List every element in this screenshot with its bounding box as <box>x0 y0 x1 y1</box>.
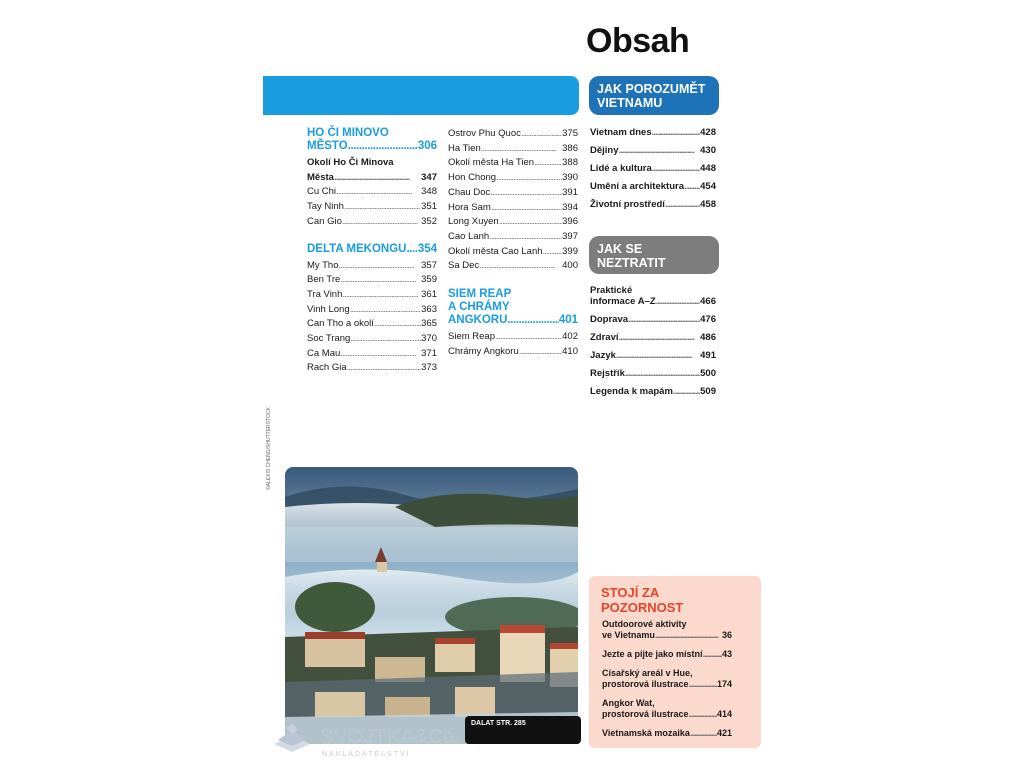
toc-item[interactable]: Rejstřík . . . 500 <box>590 365 716 383</box>
toc-item[interactable]: Can Gio . . . 352 <box>307 215 437 230</box>
blue-banner <box>263 76 579 115</box>
toc-right-neztratit <box>590 285 716 401</box>
toc-item[interactable]: Soc Trang . . . 370 <box>307 332 437 347</box>
toc-item[interactable]: Tra Vinh . . . 361 <box>307 288 437 303</box>
section-head-hcm[interactable]: HO ČI MINOVO MĚSTO . . . 306 <box>307 127 437 153</box>
toc-item[interactable]: Ha Tien . . . 386 <box>448 142 578 157</box>
page-title: Obsah <box>586 22 690 60</box>
toc-column-2 <box>448 127 578 359</box>
toc-item[interactable]: Zdraví . . . 486 <box>590 329 716 347</box>
toc-item-okoli[interactable]: Okolí Ho Či Minova Města . . . 347 <box>307 156 437 185</box>
toc-item[interactable]: Ben Tre . . . 359 <box>307 273 437 288</box>
toc-item-jezte[interactable]: Jezte a pijte jako místní . . . 43 <box>602 649 732 660</box>
toc-item[interactable]: Can Tho a okolí . . . 365 <box>307 317 437 332</box>
photo-credit: ©ALEXIS CHENG/SHUTTERSTOCK <box>266 407 272 490</box>
toc-item[interactable]: Chrámy Angkoru . . . 410 <box>448 345 578 360</box>
stoji-title: STOJÍ ZA POZORNOST <box>601 585 684 615</box>
watermark-sub: NAKLADATELSTVÍ <box>322 751 411 758</box>
toc-item[interactable]: Vinh Long . . . 363 <box>307 303 437 318</box>
toc-item[interactable]: Cu Chi . . . 348 <box>307 185 437 200</box>
toc-item[interactable]: Hora Sam . . . 394 <box>448 201 578 216</box>
dalat-photo <box>285 467 578 744</box>
toc-item-mozaika[interactable]: Vietnamská mozaika . . . 421 <box>602 728 732 739</box>
toc-item[interactable]: My Tho . . . 357 <box>307 259 437 274</box>
toc-item[interactable]: Chau Doc . . . 391 <box>448 186 578 201</box>
toc-item[interactable]: Ca Mau . . . 371 <box>307 347 437 362</box>
tag-jak-se-neztratit: JAK SE NEZTRATIT <box>589 236 719 274</box>
tag-jak-porozumet: JAK POROZUMĚT VIETNAMU <box>589 76 719 115</box>
toc-item[interactable]: Long Xuyen . . . 396 <box>448 215 578 230</box>
toc-item[interactable]: Ostrov Phu Quoc . . . 375 <box>448 127 578 142</box>
toc-item[interactable]: Legenda k mapám . . . 509 <box>590 383 716 401</box>
toc-item[interactable]: Dějiny . . . 430 <box>590 142 716 160</box>
toc-right-porozumet <box>590 124 716 214</box>
toc-item[interactable]: Doprava . . . 476 <box>590 311 716 329</box>
toc-item[interactable]: Okolí města Cao Lanh . . . 399 <box>448 245 578 260</box>
watermark-name: SVOJTKA&Co. <box>320 726 462 748</box>
toc-column-1 <box>307 127 437 376</box>
toc-item[interactable]: Sa Dec . . . 400 <box>448 259 578 274</box>
toc-item[interactable]: Tay Ninh . . . 351 <box>307 200 437 215</box>
toc-item[interactable]: Životní prostředí . . . 458 <box>590 196 716 214</box>
toc-item[interactable]: Hon Chong . . . 390 <box>448 171 578 186</box>
book-logo-icon <box>270 722 314 758</box>
toc-stoji-list <box>602 619 732 739</box>
toc-item[interactable]: Rach Gia . . . 373 <box>307 361 437 376</box>
dalat-photo-image <box>285 467 578 744</box>
toc-item[interactable]: Vietnam dnes . . . 428 <box>590 124 716 142</box>
toc-item-prakticke[interactable]: Praktické informace A–Z . . . 466 <box>590 285 716 307</box>
toc-item[interactable]: Okolí města Ha Tien . . . 388 <box>448 156 578 171</box>
section-head-delta[interactable]: DELTA MEKONGU . . . 354 <box>307 243 437 256</box>
toc-item[interactable]: Siem Reap . . . 402 <box>448 330 578 345</box>
toc-item[interactable]: Umění a architektura . . . 454 <box>590 178 716 196</box>
section-head-siem-reap[interactable]: SIEM REAP A CHRÁMY ANGKORU . . . 401 <box>448 288 578 327</box>
toc-item[interactable]: Jazyk . . . 491 <box>590 347 716 365</box>
photo-caption[interactable]: DALAT STR. 285 <box>471 720 526 727</box>
toc-item-outdoor[interactable]: Outdoorové aktivity ve Vietnamu . . . 36 <box>602 619 732 641</box>
toc-item[interactable]: Cao Lanh . . . 397 <box>448 230 578 245</box>
toc-item[interactable]: Lidé a kultura . . . 448 <box>590 160 716 178</box>
toc-item-angkor[interactable]: Angkor Wat, prostorová ilustrace . . . 414 <box>602 698 732 720</box>
toc-item-cisarsky[interactable]: Císařský areál v Hue, prostorová ilustrace . . . 174 <box>602 668 732 690</box>
